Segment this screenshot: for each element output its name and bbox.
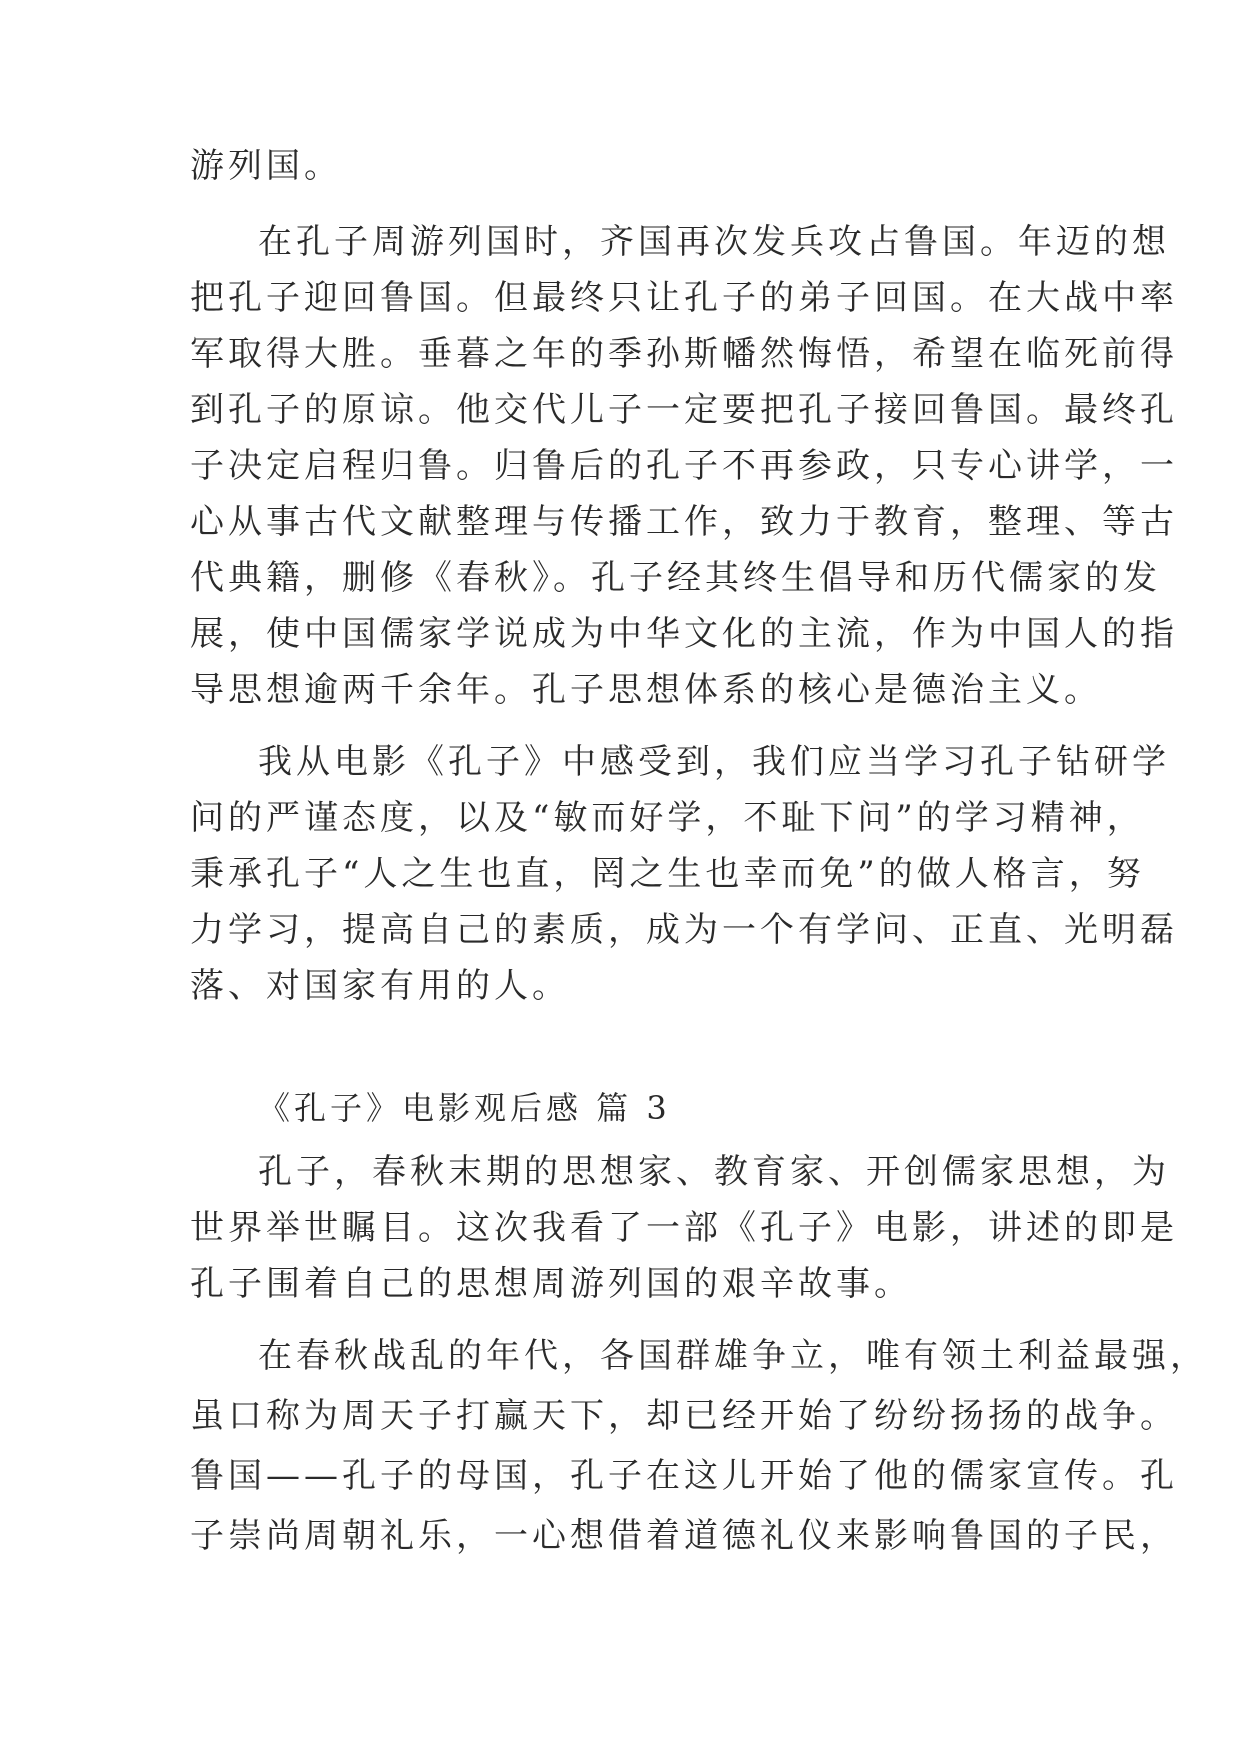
- paragraph-line: 孔子围着自己的思想周游列国的艰辛故事。: [190, 1264, 912, 1304]
- paragraph-line: 心从事古代文献整理与传播工作，致力于教育，整理、等古: [190, 502, 1178, 542]
- paragraph-line: 问的严谨态度，以及“敏而好学，不耻下问”的学习精神，: [190, 798, 1145, 838]
- paragraph-line: 军取得大胜。垂暮之年的季孙斯幡然悔悟，希望在临死前得: [190, 334, 1178, 374]
- paragraph-line: 子崇尚周朝礼乐，一心想借着道德礼仪来影响鲁国的子民，: [190, 1516, 1178, 1556]
- paragraph-line: 导思想逾两千余年。孔子思想体系的核心是德治主义。: [190, 670, 1102, 710]
- paragraph-line: 落、对国家有用的人。: [190, 966, 570, 1006]
- paragraph-line: 把孔子迎回鲁国。但最终只让孔子的弟子回国。在大战中率: [190, 278, 1178, 318]
- paragraph-line: 孔子，春秋末期的思想家、教育家、开创儒家思想，为: [258, 1152, 1170, 1192]
- paragraph-line: 鲁国——孔子的母国，孔子在这儿开始了他的儒家宣传。孔: [190, 1456, 1178, 1496]
- paragraph-line: 游列国。: [190, 146, 342, 186]
- paragraph-line: 秉承孔子“人之生也直，罔之生也幸而免”的做人格言，努: [190, 854, 1145, 894]
- paragraph-line: 我从电影《孔子》中感受到，我们应当学习孔子钻研学: [258, 742, 1170, 782]
- paragraph-line: 力学习，提高自己的素质，成为一个有学问、正直、光明磊: [190, 910, 1178, 950]
- section-title: 《孔子》电影观后感 篇 3: [258, 1089, 671, 1127]
- paragraph-line: 子决定启程归鲁。归鲁后的孔子不再参政，只专心讲学，一: [190, 446, 1178, 486]
- paragraph-line: 展，使中国儒家学说成为中华文化的主流，作为中国人的指: [190, 614, 1178, 654]
- paragraph-line: 世界举世瞩目。这次我看了一部《孔子》电影，讲述的即是: [190, 1208, 1178, 1248]
- paragraph-line: 代典籍，删修《春秋》。孔子经其终生倡导和历代儒家的发: [190, 558, 1161, 598]
- paragraph-line: 在春秋战乱的年代，各国群雄争立，唯有领土利益最强，: [258, 1336, 1208, 1376]
- paragraph-line: 虽口称为周天子打赢天下，却已经开始了纷纷扬扬的战争。: [190, 1396, 1178, 1436]
- paragraph-line: 到孔子的原谅。他交代儿子一定要把孔子接回鲁国。最终孔: [190, 390, 1178, 430]
- paragraph-line: 在孔子周游列国时，齐国再次发兵攻占鲁国。年迈的想: [258, 222, 1170, 262]
